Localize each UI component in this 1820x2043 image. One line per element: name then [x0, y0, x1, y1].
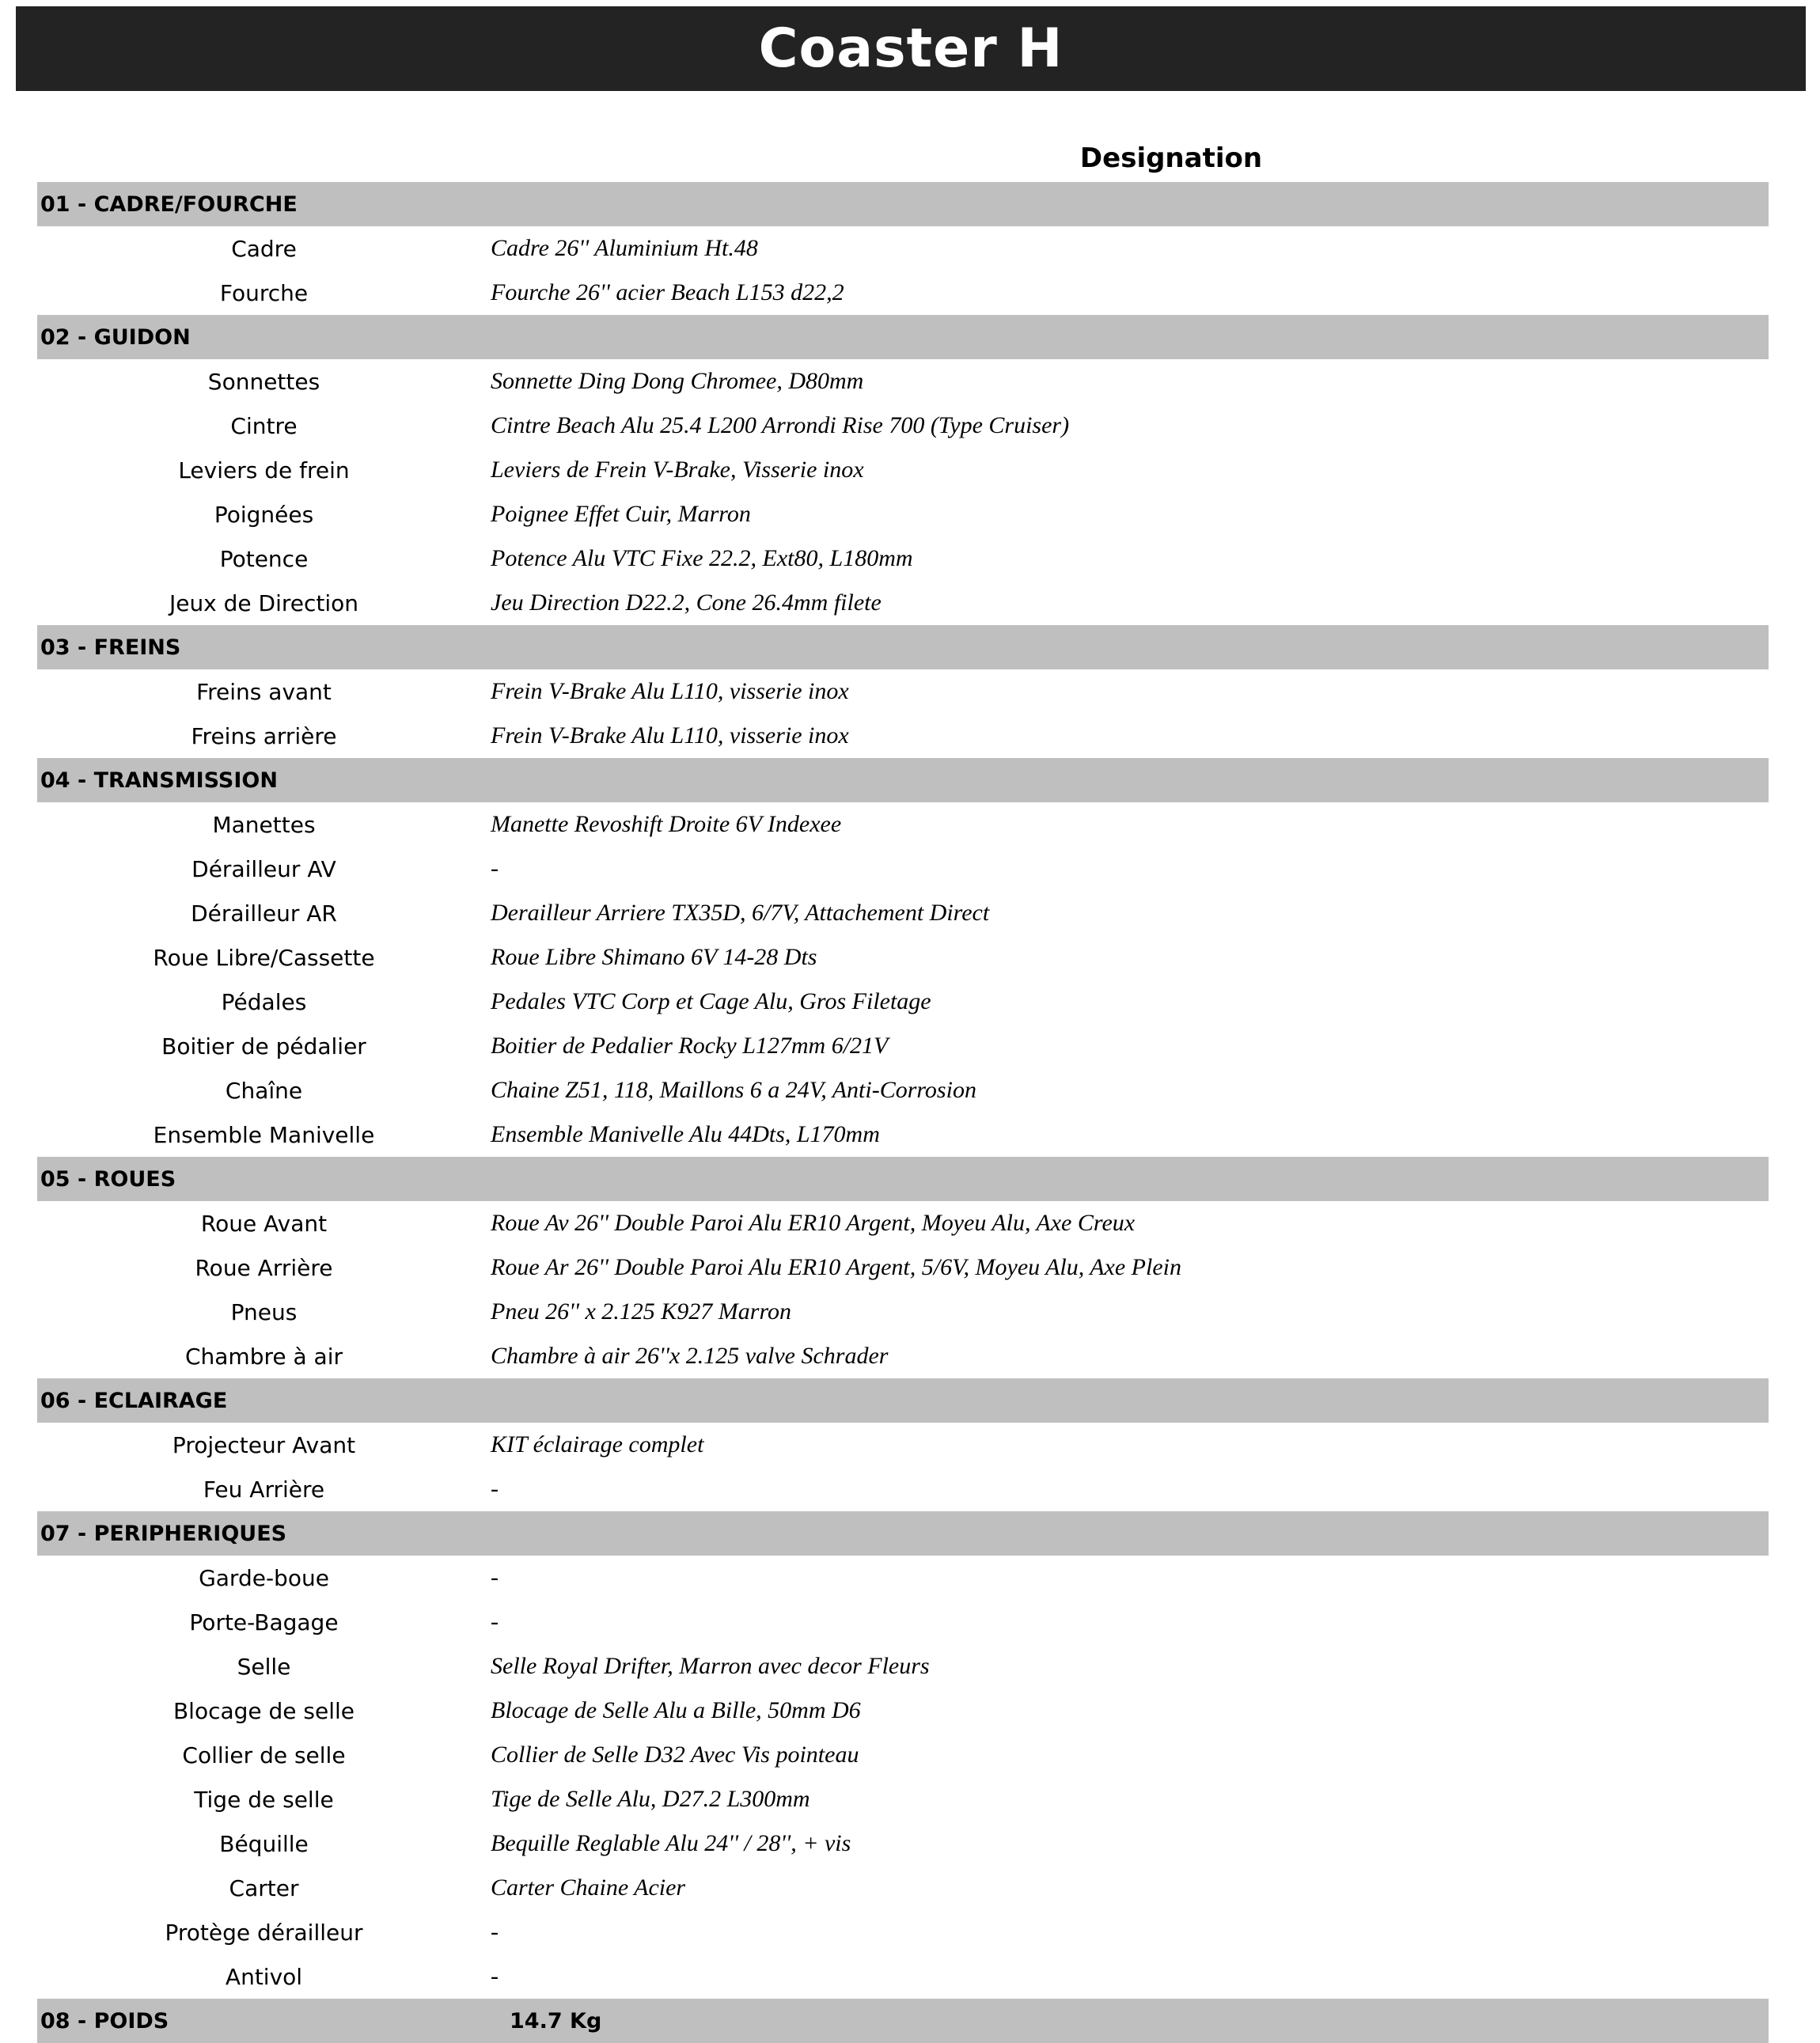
component-name: Cadre: [231, 235, 297, 262]
spec-row: [37, 492, 1769, 536]
component-designation: Manette Revoshift Droite 6V Indexee: [491, 811, 842, 837]
component-name: Projecteur Avant: [172, 1431, 356, 1458]
component-name: Cintre: [230, 412, 298, 439]
spec-row: [37, 1733, 1769, 1777]
spec-row: [37, 980, 1769, 1024]
spec-row: [37, 404, 1769, 448]
weight-row: [37, 1999, 1769, 2043]
spec-row: [37, 1689, 1769, 1733]
component-name: Poignées: [214, 501, 314, 528]
component-name: Fourche: [219, 279, 309, 306]
component-designation: -: [491, 1609, 499, 1635]
spec-row: [37, 935, 1769, 980]
spec-row: [37, 1334, 1769, 1378]
component-name: Feu Arrière: [203, 1476, 325, 1503]
spec-row: [37, 359, 1769, 404]
component-designation: Blocage de Selle Alu a Bille, 50mm D6: [491, 1697, 861, 1723]
spec-row: [37, 1245, 1769, 1290]
component-designation: Jeu Direction D22.2, Cone 26.4mm filete: [491, 589, 882, 616]
component-name: Garde-boue: [199, 1564, 329, 1591]
component-designation: Chambre à air 26''x 2.125 valve Schrader: [491, 1343, 889, 1369]
component-designation: Leviers de Frein V-Brake, Visserie inox: [491, 457, 864, 483]
component-designation: Collier de Selle D32 Avec Vis pointeau: [491, 1742, 859, 1768]
component-designation: Pneu 26'' x 2.125 K927 Marron: [491, 1298, 792, 1325]
section-label: 07 - PERIPHERIQUES: [40, 1521, 287, 1546]
component-name: Pédales: [221, 988, 307, 1015]
page-title: Coaster H: [758, 17, 1064, 80]
spec-row: [37, 1600, 1769, 1644]
section-header: [37, 758, 1769, 802]
component-name: Collier de selle: [182, 1742, 346, 1768]
weight-value: 14.7 Kg: [510, 2008, 602, 2034]
component-designation: Cadre 26'' Aluminium Ht.48: [491, 235, 758, 261]
designation-column-header: Designation: [1079, 142, 1263, 174]
component-designation: Fourche 26'' acier Beach L153 d22,2: [491, 279, 844, 305]
section-label: 03 - FREINS: [40, 635, 181, 660]
section-label: 06 - ECLAIRAGE: [40, 1388, 228, 1413]
section-label: 02 - GUIDON: [40, 324, 191, 350]
spec-row: [37, 669, 1769, 714]
section-header: [37, 1157, 1769, 1201]
section-header: [37, 1378, 1769, 1423]
section-label: 05 - ROUES: [40, 1166, 176, 1192]
component-name: Roue Libre/Cassette: [153, 944, 375, 971]
spec-row: [37, 1290, 1769, 1334]
component-name: Leviers de frein: [178, 457, 350, 483]
spec-row: [37, 1024, 1769, 1068]
component-name: Chambre à air: [184, 1343, 343, 1370]
title-bar: [16, 6, 1806, 91]
component-designation: Roue Av 26'' Double Paroi Alu ER10 Argent, Moyeu Alu, Axe Creux: [491, 1210, 1136, 1236]
component-designation: Selle Royal Drifter, Marron avec decor Fleurs: [491, 1653, 930, 1679]
component-name: Ensemble Manivelle: [153, 1121, 375, 1148]
component-name: Manettes: [212, 811, 316, 838]
component-name: Sonnettes: [207, 368, 320, 395]
component-designation: Roue Libre Shimano 6V 14-28 Dts: [491, 944, 817, 970]
spec-row: [37, 1821, 1769, 1866]
component-name: Pneus: [230, 1298, 298, 1325]
spec-row: [37, 802, 1769, 847]
component-designation: KIT éclairage complet: [491, 1431, 704, 1457]
component-name: Selle: [237, 1653, 291, 1680]
component-name: Dérailleur AR: [191, 900, 337, 927]
spec-row: [37, 1910, 1769, 1954]
component-name: Roue Arrière: [195, 1254, 333, 1281]
component-designation: Cintre Beach Alu 25.4 L200 Arrondi Rise 700 (Type Cruiser): [491, 412, 1070, 438]
component-designation: Pedales VTC Corp et Cage Alu, Gros Filetage: [491, 988, 931, 1014]
component-designation: Bequille Reglable Alu 24'' / 28'', + vis: [491, 1830, 851, 1856]
component-designation: Ensemble Manivelle Alu 44Dts, L170mm: [491, 1121, 880, 1147]
component-designation: Frein V-Brake Alu L110, visserie inox: [491, 678, 849, 704]
spec-row: [37, 1068, 1769, 1112]
spec-row: [37, 1423, 1769, 1467]
spec-row: [37, 1866, 1769, 1910]
spec-row: [37, 891, 1769, 935]
component-designation: Sonnette Ding Dong Chromee, D80mm: [491, 368, 864, 394]
component-name: Potence: [219, 545, 309, 572]
component-name: Chaîne: [225, 1077, 303, 1104]
component-name: Blocage de selle: [173, 1697, 355, 1724]
component-designation: Potence Alu VTC Fixe 22.2, Ext80, L180mm: [491, 545, 913, 571]
component-name: Boitier de pédalier: [161, 1033, 366, 1059]
spec-row: [37, 226, 1769, 271]
component-designation: Carter Chaine Acier: [491, 1874, 686, 1901]
weight-label: 08 - POIDS: [40, 2008, 169, 2034]
spec-row: [37, 581, 1769, 625]
component-designation: Tige de Selle Alu, D27.2 L300mm: [491, 1786, 810, 1812]
component-designation: -: [491, 1963, 499, 1989]
spec-row: [37, 714, 1769, 758]
component-designation: -: [491, 1564, 499, 1590]
section-header: [37, 625, 1769, 669]
component-name: Béquille: [219, 1830, 309, 1857]
spec-row: [37, 1954, 1769, 1999]
section-label: 01 - CADRE/FOURCHE: [40, 191, 298, 217]
spec-row: [37, 1112, 1769, 1157]
spec-row: [37, 1644, 1769, 1689]
component-designation: Derailleur Arriere TX35D, 6/7V, Attachement Direct: [491, 900, 990, 926]
component-designation: -: [491, 855, 499, 881]
component-name: Dérailleur AV: [191, 855, 336, 882]
section-label: 04 - TRANSMISSION: [40, 768, 278, 793]
section-header: [37, 315, 1769, 359]
component-designation: Chaine Z51, 118, Maillons 6 a 24V, Anti-Corrosion: [491, 1077, 976, 1103]
spec-row: [37, 271, 1769, 315]
component-designation: Poignee Effet Cuir, Marron: [491, 501, 751, 527]
spec-row: [37, 448, 1769, 492]
component-name: Jeux de Direction: [169, 589, 359, 616]
component-name: Freins avant: [196, 678, 332, 705]
component-name: Antivol: [225, 1963, 303, 1990]
component-designation: Frein V-Brake Alu L110, visserie inox: [491, 722, 849, 749]
spec-row: [37, 1556, 1769, 1600]
spec-table: [37, 182, 1769, 2043]
spec-row: [37, 1201, 1769, 1245]
component-designation: -: [491, 1919, 499, 1945]
spec-row: [37, 847, 1769, 891]
component-designation: -: [491, 1476, 499, 1502]
component-designation: Boitier de Pedalier Rocky L127mm 6/21V: [491, 1033, 889, 1059]
component-name: Carter: [229, 1874, 299, 1901]
spec-row: [37, 536, 1769, 581]
component-name: Porte-Bagage: [189, 1609, 339, 1636]
component-name: Tige de selle: [194, 1786, 334, 1813]
spec-row: [37, 1777, 1769, 1821]
component-designation: Roue Ar 26'' Double Paroi Alu ER10 Argent, 5/6V, Moyeu Alu, Axe Plein: [491, 1254, 1181, 1280]
section-header: [37, 182, 1769, 226]
component-name: Roue Avant: [200, 1210, 328, 1237]
component-name: Freins arrière: [191, 722, 337, 749]
component-name: Protège dérailleur: [165, 1919, 363, 1946]
section-header: [37, 1511, 1769, 1556]
spec-row: [37, 1467, 1769, 1511]
